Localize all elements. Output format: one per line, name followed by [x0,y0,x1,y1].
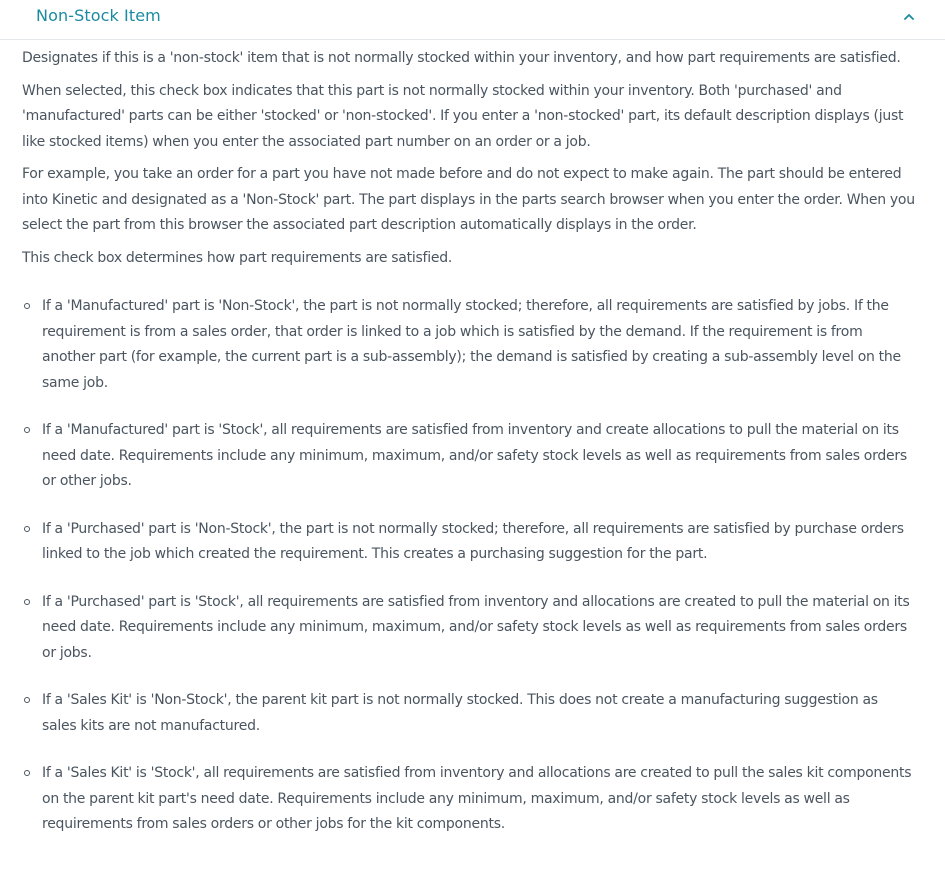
section-title: Non-Stock Item [36,6,161,25]
list-item [42,761,916,838]
list-item [42,418,916,495]
bullet-circle-icon [24,599,30,605]
section-content [22,46,916,860]
description-paragraph: Designates if this is a 'non-stock' item that is not normally stocked within your inventory, and how part requirements are satisfied. [22,50,901,66]
bullet-circle-icon [24,303,30,309]
bullet-circle-icon [24,427,30,433]
list-item-text: If a 'Manufactured' part is 'Stock', all requirements are satisfied from inventory and create allocations to pull the material on its need date. Requirements include any minimum, maximum, and/or safety stock levels as well as requirements from sales orders or other jobs. [42,422,907,489]
bullet-circle-icon [24,770,30,776]
list-item [42,294,916,396]
list-item [42,517,916,568]
bullet-circle-icon [24,526,30,532]
list-item-text: If a 'Purchased' part is 'Stock', all requirements are satisfied from inventory and allocations are created to pull the material on its need date. Requirements include any minimum, maximum, and/or safety stock levels as well as requirements from sales orders or jobs. [42,593,910,661]
list-item-text: If a 'Manufactured' part is 'Non-Stock', the part is not normally stocked; therefore, all requirements are satisfied by jobs. If the requirement is from a sales order, that order is linked to a job which is satisfied by the demand. If the requirement is from another part (for example, the current part is a sub-assembly); the demand is satisfied by creating a sub-assembly level on the same job. [42,298,901,391]
list-item-text: If a 'Purchased' part is 'Non-Stock', the part is not normally stocked; therefore, all requirements are satisfied by purchase orders linked to the job which created the requirement. This creates a purchasing suggestion for the part. [42,520,904,562]
list-item [42,688,916,739]
description-paragraph: For example, you take an order for a part you have not made before and do not expect to make again. The part should be entered into Kinetic and designated as a 'Non-Stock' part. The part displays in the parts search browser when you enter the order. When you select the part from this browser the associated part description automatically displays in the order. [22,166,915,233]
requirements-list [22,294,916,838]
section-header[interactable] [0,0,945,40]
chevron-up-icon[interactable] [901,9,917,25]
bullet-circle-icon [24,697,30,703]
list-item-text: If a 'Sales Kit' is 'Non-Stock', the parent kit part is not normally stocked. This does not create a manufacturing suggestion as sales kits are not manufactured. [42,692,878,734]
description-paragraph: When selected, this check box indicates that this part is not normally stocked within your inventory. Both 'purchased' and 'manufactured' parts can be either 'stocked' or 'non-stocked'. If you enter a 'non-stocked' part, its default description displays (just like stocked items) when you enter the associated part number on an order or a job. [22,82,904,150]
description-paragraph: This check box determines how part requirements are satisfied. [22,249,453,266]
list-item-text: If a 'Sales Kit' is 'Stock', all requirements are satisfied from inventory and allocations are created to pull the sales kit components on the parent kit part's need date. Requirements include any minimum, maximum, and/or safety stock levels as well as requirements from sales orders or other jobs for the kit components. [42,765,912,832]
list-item [42,590,916,667]
